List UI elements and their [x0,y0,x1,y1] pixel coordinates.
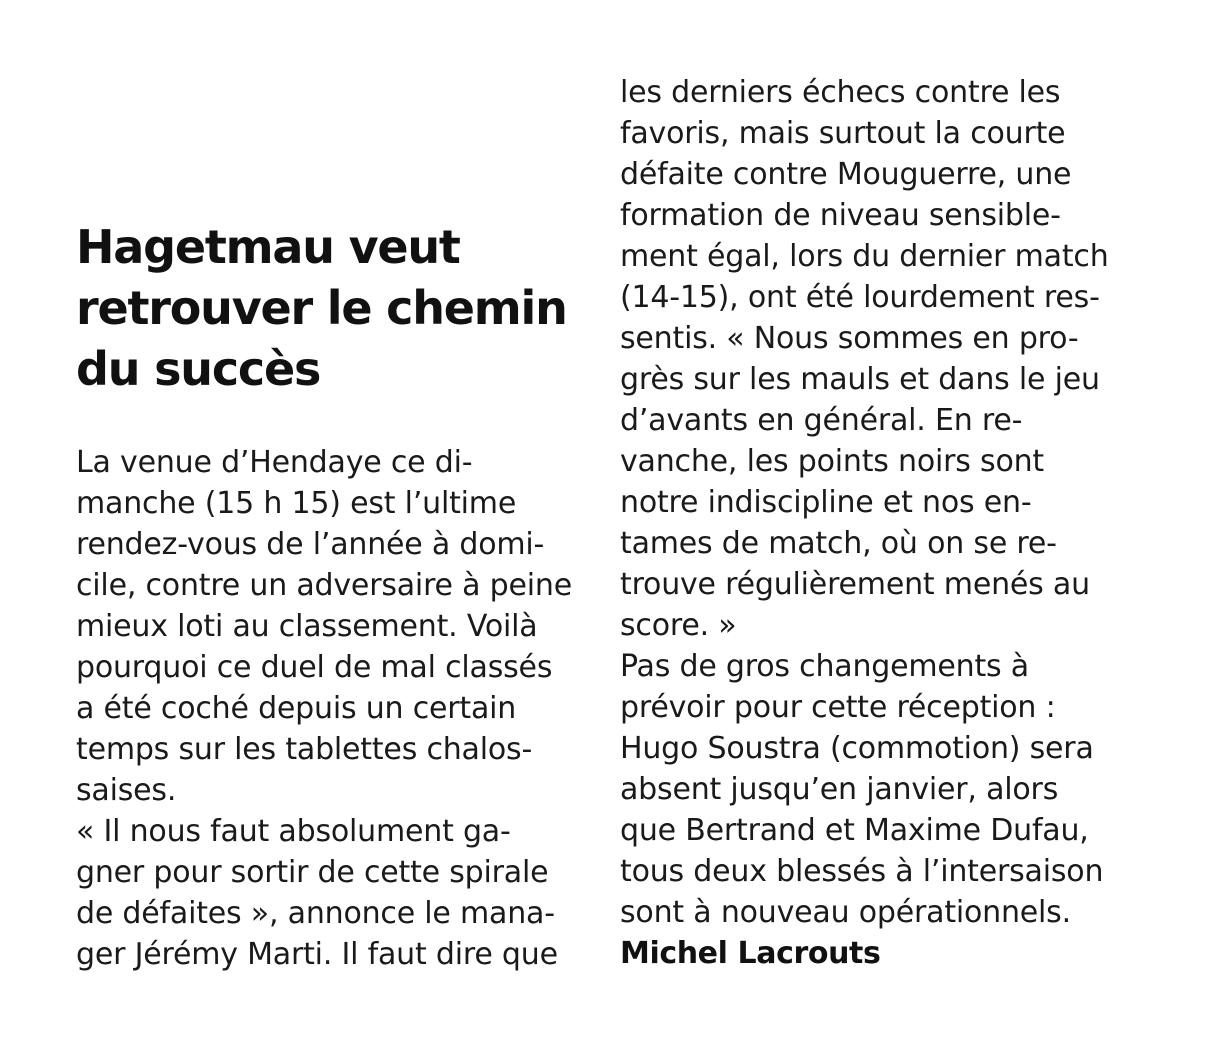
body-line: ment égal, lors du dernier match [620,239,1109,274]
body-line: de défaites », annonce le mana- [76,896,555,931]
body-line: vanche, les points noirs sont [620,444,1044,479]
body-line: manche (15 h 15) est l’ultime [76,486,517,521]
body-line: formation de niveau sensible- [620,198,1061,233]
body-line: tous deux blessés à l’intersaison [620,854,1104,889]
body-line: « Il nous faut absolument ga- [76,814,511,849]
body-line: que Bertrand et Maxime Dufau, [620,813,1089,848]
author-byline: Michel Lacrouts [620,936,881,971]
article-headline [76,217,567,400]
body-line: trouve régulièrement menés au [620,567,1090,602]
body-line: La venue d’Hendaye ce di- [76,445,473,480]
body-line: Pas de gros changements à [620,649,1029,684]
body-line: les derniers échecs contre les [620,75,1061,110]
body-line: ger Jérémy Marti. Il faut dire que [76,937,558,972]
body-line: prévoir pour cette réception : [620,690,1056,725]
body-line: pourquoi ce duel de mal classés [76,650,553,685]
body-line: a été coché depuis un certain [76,691,517,726]
body-line: temps sur les tablettes chalos- [76,732,533,767]
body-line: (14-15), ont été lourdement res- [620,280,1100,315]
headline-line: Hagetmau veut [76,220,460,274]
body-line: sentis. « Nous sommes en pro- [620,321,1079,356]
body-line: cile, contre un adversaire à peine [76,568,572,603]
headline-line: du succès [76,342,321,396]
body-line: grès sur les mauls et dans le jeu [620,362,1100,397]
body-line: défaite contre Mouguerre, une [620,157,1072,192]
headline-line: retrouver le chemin [76,281,567,335]
article-column-left [76,442,572,975]
body-line: favoris, mais surtout la courte [620,116,1066,151]
body-line: sont à nouveau opérationnels. [620,895,1071,930]
body-line: saises. [76,773,177,808]
body-line: score. » [620,608,737,643]
body-line: gner pour sortir de cette spirale [76,855,549,890]
body-line: notre indiscipline et nos en- [620,485,1032,520]
body-line: Hugo Soustra (commotion) sera [620,731,1094,766]
body-line: tames de match, où on se re- [620,526,1057,561]
body-line: d’avants en général. En re- [620,403,1023,438]
article-column-right [620,72,1109,974]
body-line: absent jusqu’en janvier, alors [620,772,1059,807]
body-line: rendez-vous de l’année à domi- [76,527,545,562]
body-line: mieux loti au classement. Voilà [76,609,538,644]
